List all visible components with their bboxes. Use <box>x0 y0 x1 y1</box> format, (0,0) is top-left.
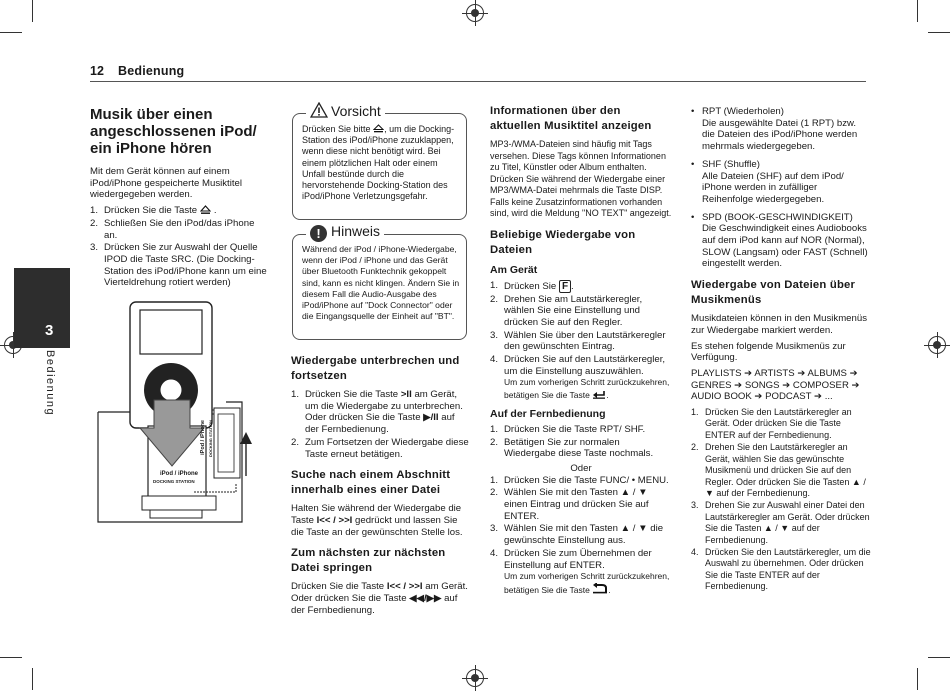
back-icon <box>592 389 606 399</box>
list-item: 3. Wählen Sie über den Lautstärkeregler den gewünschten Eintrag. <box>490 329 666 353</box>
eject-icon <box>200 205 211 215</box>
steps-list <box>490 280 672 402</box>
crop-mark <box>32 668 33 690</box>
section-heading: Suche nach einem Abschnitt innerhalb eines einer Datei <box>291 469 451 497</box>
caution-text: Drücken Sie bitte , um die Docking-Station des iPod/iPhone zuzuklappen, wenn diese nicht benötigt wird. Bei einem plötzlichen Halt oder einem Unfall bestünde durch die hervorstehende Docking-Station des iPod/iPhone Verletzungsgefahr. <box>302 124 455 202</box>
chapter-number: 3 <box>45 322 54 339</box>
crop-mark <box>928 32 950 33</box>
list-item: 1. Drücken Sie die Taste RPT/ SHF. <box>490 423 646 435</box>
or-separator: Oder <box>570 462 592 474</box>
play-pause-remote-key-label: ▶/II <box>423 412 439 424</box>
crop-mark <box>0 32 22 33</box>
function-key-label: F <box>559 280 571 293</box>
list-item: 3. Drücken Sie zur Auswahl der Quelle IPOD die Taste SRC. (Die Docking-Station des iPod/iPhone kann um eine Vierteldrehung rotiert werden) <box>90 242 267 289</box>
body-text: Halten Sie während der Wiedergabe die Taste I<< / >>I gedrückt und lassen Sie die Taste an der gewünschten Stelle los. <box>291 503 463 538</box>
dock-label: iPod / iPhone <box>160 471 199 477</box>
steps-list <box>490 424 672 460</box>
skip-key-label: I<< / >>I <box>316 514 353 526</box>
list-item: 1. Drücken Sie F . <box>490 279 574 292</box>
list-item: 2. Drehen Sie den Lautstärkeregler an Gerät, wählen Sie das gewünschte Musikmenü und drücken Sie auf den Regler. Oder drücken Sie die Tasten ▲ / ▼ auf der Fernbedienung. <box>691 442 866 498</box>
info-icon: ! <box>310 225 327 242</box>
list-item: 4. Drücken Sie auf den Lautstärkeregler, um die Einstellung auszuwählen. Um zum vorherigen Schritt zurückzukehren, betätigen Sie die Taste . <box>490 354 672 402</box>
header-divider <box>90 81 866 82</box>
article-heading: Musik über einen angeschlossenen iPod/ ein iPhone hören <box>90 106 257 157</box>
list-item: 1. Drücken Sie die Taste >II am Gerät, um die Wiedergabe zu unterbrechen. Oder drücken Sie die Taste ▶/II auf der Fernbedienung. <box>291 389 463 436</box>
eject-icon <box>373 124 384 133</box>
list-item: 2. Drehen Sie am Lautstärkeregler, wählen Sie eine Einstellung und drücken Sie auf den Regler. <box>490 293 643 328</box>
skip-key-label: I<< / >>I <box>386 581 423 593</box>
note-text: Um zum vorherigen Schritt zurückzukehren, betätigen Sie die Taste . <box>504 377 670 401</box>
dock-sublabel: DOCKING STATION <box>153 479 195 484</box>
list-item: 2. Wählen Sie mit den Tasten ▲ / ▼ einen Eintrag und drücken Sie auf ENTER. <box>490 487 649 522</box>
section-heading: Beliebige Wiedergabe von Dateien <box>490 228 636 256</box>
crop-mark <box>0 657 22 658</box>
page-number: 12 <box>90 64 104 78</box>
menu-sequence: PLAYLISTS ➔ ARTISTS ➔ ALBUMS ➔ GENRES ➔ SONGS ➔ COMPOSER ➔ AUDIO BOOK ➔ PODCAST ➔ ... <box>691 367 860 403</box>
skip-remote-key-label: ◀◀/▶▶ <box>409 593 442 605</box>
list-item: 2. Betätigen Sie zur normalen Wiedergabe diese Taste nochmals. <box>490 436 654 460</box>
list-item: 4. Drücken Sie zum Übernehmen der Einstellung auf ENTER. Um zum vorherigen Schritt zurückzukehren, betätigen Sie die Taste . <box>490 548 672 597</box>
note-title: ! Hinweis <box>306 223 384 242</box>
list-item: • RPT (Wiederholen) Die ausgewählte Datei (1 RPT) bzw. die Dateien des iPod/iPhone werden mehrmals wiedergegeben. <box>691 106 871 153</box>
options-list <box>691 106 871 270</box>
steps-list <box>490 475 672 597</box>
list-item: 3. Drehen Sie zur Auswahl einer Datei den Lautstärkeregler am Gerät. Oder drücken Sie die Tasten ▲ / ▼ auf der Fernbedienung. <box>691 500 870 545</box>
section-heading: Zum nächsten zur nächsten Datei springen <box>291 547 446 575</box>
crop-mark <box>928 657 950 658</box>
list-item: 1. Drücken Sie den Lautstärkeregler an Gerät. Oder drücken Sie die Taste ENTER auf der Fernbedienung. <box>691 407 852 440</box>
crop-mark <box>917 0 918 22</box>
intro-text: Mit dem Gerät können auf einem iPod/iPhone gespeicherte Musiktitel wiedergegeben werden. <box>90 166 242 201</box>
list-item: 2. Schließen Sie den iPod/das iPhone an. <box>90 217 255 241</box>
steps-list <box>90 205 270 289</box>
note-text: Während der iPod / iPhone-Wiedergabe, wenn der iPod / iPhone und das Gerät über Bluetooth Funktechnik gekoppelt sind, kann es nicht klingen. Ändern Sie in diesem Fall die Audio-Ausgabe des iPod/iPhone auf "Dock Connector" oder die Eingangsquelle der Einheit auf "BT". <box>302 244 460 322</box>
list-item: 2. Zum Fortsetzen der Wiedergabe diese Taste erneut betätigen. <box>291 436 469 460</box>
play-pause-key-label: >II <box>400 389 412 400</box>
column-2 <box>291 346 471 620</box>
registration-mark-icon <box>466 669 484 687</box>
note-text: Um zum vorherigen Schritt zurückzukehren, betätigen Sie die Taste . <box>504 571 670 595</box>
body-text: Musikdateien können in den Musikmenüs zur Wiedergabe markiert werden. <box>691 313 867 336</box>
subsection-heading: Auf der Fernbedienung <box>490 407 606 420</box>
list-item: 3. Wählen Sie mit den Tasten ▲ / ▼ die gewünschte Einstellung aus. <box>490 523 664 547</box>
list-item: 1. Drücken Sie die Taste . <box>90 205 217 217</box>
warning-icon <box>310 102 328 118</box>
chapter-label: Bedienung <box>44 350 56 417</box>
section-heading: Wiedergabe unterbrechen und fortsetzen <box>291 355 460 382</box>
list-item: • SPD (BOOK-GESCHWINDIGKEIT) Die Geschwindigkeit eines Audiobooks auf dem iPod kann auf NOR (Normal), SLOW (Langsam) oder FAST (Schnell) eingestellt werden. <box>691 212 871 271</box>
body-text: MP3-/WMA-Dateien sind häufig mit Tags versehen. Diese Tags können Informationen zu Titel, Künstler oder Album enthalten. Drücken Sie während der Wiedergabe einer MP3/WMA-Datei mehrmals die Taste DISP. Falls keine Zusatzinformationen vorhanden sind, wird die Meldung "NO TEXT" angezeigt. <box>490 139 672 218</box>
list-item: 4. Drücken Sie den Lautstärkeregler, um die Auswahl zu übernehmen. Oder drücken Sie die Taste ENTER auf der Fernbedienung. <box>691 546 871 592</box>
rotated-dock-sublabel: DOCKING STATION <box>208 420 213 457</box>
list-item: • SHF (Shuffle) Alle Dateien (SHF) auf dem iPod/ iPhone werden in zufälliger Reihenfolge wiedergegeben. <box>691 159 871 206</box>
registration-mark-icon <box>928 336 946 354</box>
section-heading: Informationen über den aktuellen Musiktitel anzeigen <box>490 105 652 132</box>
crop-mark <box>917 668 918 690</box>
crop-mark <box>32 0 33 22</box>
steps-list <box>691 407 871 593</box>
list-item: 1. Drücken Sie die Taste FUNC/ • MENU. <box>490 474 669 486</box>
section-title: Bedienung <box>118 64 185 78</box>
return-icon <box>592 583 608 594</box>
rotated-dock-label: iPod / iPhone <box>200 420 206 455</box>
caution-title: Vorsicht <box>306 102 385 119</box>
section-heading: Wiedergabe von Dateien über Musikmenüs <box>691 279 856 307</box>
column-3 <box>490 100 672 600</box>
steps-list <box>291 389 471 460</box>
body-text: Es stehen folgende Musikmenüs zur Verfügung. <box>691 340 846 364</box>
column-1 <box>90 106 270 292</box>
column-4 <box>691 106 871 596</box>
body-text: Drücken Sie die Taste I<< / >>I am Gerät. Oder drücken Sie die Taste ◀◀/▶▶ auf der Fernbedienung. <box>291 581 468 616</box>
registration-mark-icon <box>466 4 484 22</box>
subsection-heading: Am Gerät <box>490 263 538 276</box>
chapter-tab <box>14 268 70 348</box>
ipod-docking-illustration <box>94 296 270 530</box>
